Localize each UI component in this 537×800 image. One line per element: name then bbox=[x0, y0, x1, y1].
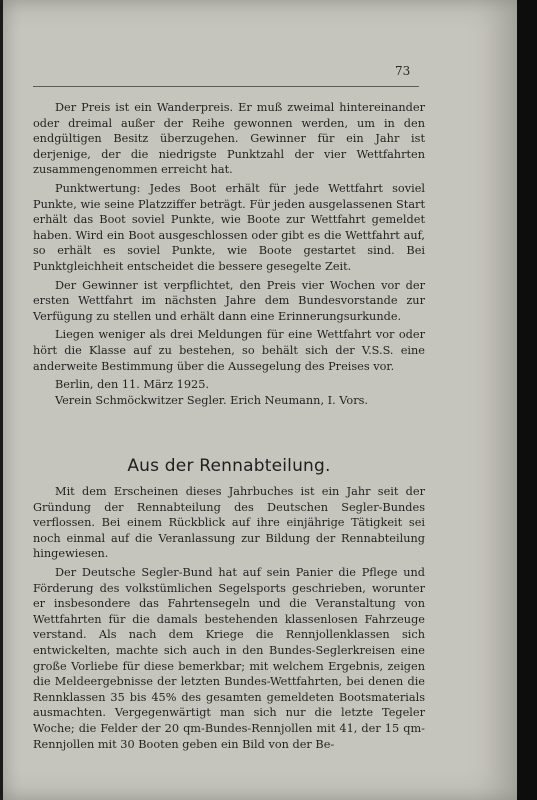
section-paragraph-history: Der Deutsche Segler-Bund hat auf sein Panier die Pflege und Förderung des volkstümlichen Segelsports geschrieben, worunter er insbesondere das Fahrtensegeln und die Veranstaltung von Wettfahrten für die damals bestehenden klassenlosen Fahrzeuge verstand. Als nach dem Kriege die Rennjollenklassen sich entwickelten, machte sich auch in den Bundes-Seglerkreisen eine große Vorliebe für diese bemerkbar; mit welchem Ergebnis, zeigen die Meldeergebnisse der letzten Bundes-Wettfahrten, bei denen die Rennklassen 35 bis 45% des gesamten gemeldeten Bootsmaterials ausmachten. Vergegenwärtigt man sich nur die letzte Tegeler Woche; die Felder der 20 qm-Bundes-Rennjollen mit 41, der 15 qm-Rennjollen mit 30 Booten geben ein Bild von der Be- bbox=[33, 565, 425, 751]
section-paragraph-intro: Mit dem Erscheinen dieses Jahrbuches ist ein Jahr seit der Gründung der Rennabteilung des Deutschen Segler-Bundes verflossen. Bei einem Rückblick auf ihre einjährige Tätigkeit sei noch einmal auf die Veranlassung zur Bildung der Rennabteilung hingewiesen. bbox=[33, 485, 425, 561]
rules-paragraph-scoring: Punktwertung: Jedes Boot erhält für jede Wettfahrt soviel Punkte, wie seine Platzziffer beträgt. Für jeden ausgelassenen Start erhält das Boot soviel Punkte, wie Boote zur Wettfahrt gemeldet haben. Wird ein Boot ausgeschlossen oder gibt es die Wettfahrt auf, so erhält es soviel Punkte, wie Boote gestartet sind. Bei Punktgleichheit entscheidet die bessere gesegelte Zeit. bbox=[33, 181, 425, 273]
rules-paragraph-winner: Der Gewinner ist verpflichtet, den Preis vier Wochen vor der ersten Wettfahrt im nächsten Jahre dem Bundesvorstande zur Verfügung zu stellen und erhält dann eine Erinnerungsurkunde. bbox=[33, 278, 425, 323]
signature: Verein Schmöckwitzer Segler. Erich Neumann, I. Vors. bbox=[55, 393, 368, 407]
header-rule bbox=[33, 86, 419, 87]
rules-text-block bbox=[33, 100, 425, 408]
page-edge-shadow bbox=[517, 0, 537, 800]
section-text-block bbox=[33, 484, 425, 755]
page-number: 73 bbox=[395, 64, 411, 78]
rules-paragraph-prize: Der Preis ist ein Wanderpreis. Er muß zweimal hintereinander oder dreimal außer der Reihe gewonnen werden, um in den endgültigen Besitz überzugehen. Gewinner für ein Jahr ist derjenige, der die niedrigste Punktzahl der vier Wettfahrten zusammengenommen erreicht hat. bbox=[33, 101, 425, 177]
section-heading: Aus der Rennabteilung. bbox=[127, 456, 331, 476]
book-page bbox=[3, 0, 517, 800]
rules-paragraph-entries: Liegen weniger als drei Meldungen für eine Wettfahrt vor oder hört die Klasse auf zu bestehen, so behält sich der V.S.S. eine anderweite Bestimmung über die Aussegelung des Preises vor. bbox=[33, 328, 425, 373]
place-date: Berlin, den 11. März 1925. bbox=[55, 378, 209, 392]
